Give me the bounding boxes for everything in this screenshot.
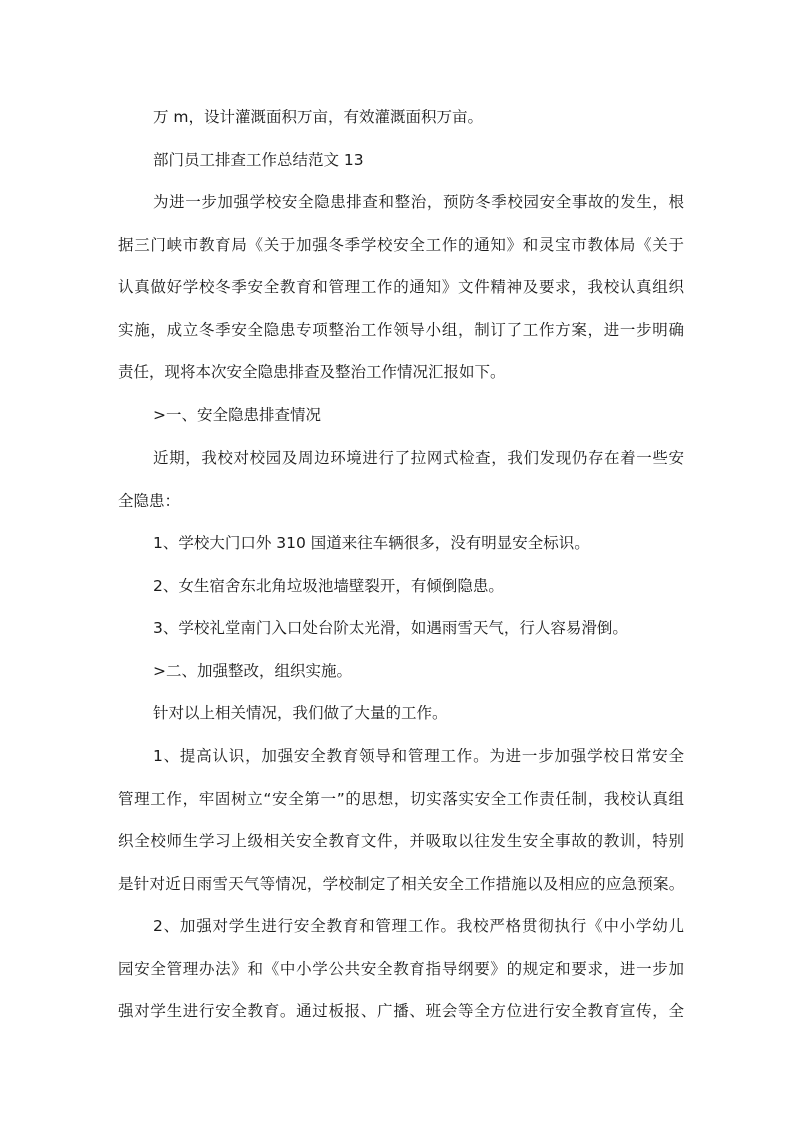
section2-intro — [118, 692, 684, 735]
title-text: 部门员工排查工作总结范文 13 — [153, 151, 364, 169]
measure-paragraph — [118, 905, 684, 1033]
text-line: 实施，成立冬季安全隐患专项整治工作领导小组，制订了工作方案，进一步明确 — [118, 320, 684, 339]
text-line: 责任，现将本次安全隐患排查及整治工作情况汇报如下。 — [118, 363, 506, 382]
intro-paragraph — [118, 181, 684, 394]
text-line: 为进一步加强学校安全隐患排查和整治，预防冬季校园安全事故的发生，根 — [153, 193, 684, 211]
measure-paragraph — [118, 735, 684, 905]
text-line: 3、学校礼堂南门入口处台阶太光滑，如遇雨雪天气，行人容易滑倒。 — [153, 619, 628, 637]
heading-text: >一、安全隐患排查情况 — [153, 406, 321, 424]
text-line: 是针对近日雨雪天气等情况，学校制定了相关安全工作措施以及相应的应急预案。 — [118, 874, 684, 893]
section1-intro — [118, 437, 684, 522]
text-line: 2、女生宿舍东北角垃圾池墙壁裂开，有倾倒隐患。 — [153, 577, 504, 595]
text-line: 据三门峡市教育局《关于加强冬季学校安全工作的通知》和灵宝市教体局《关于 — [118, 235, 684, 254]
text-line: 园安全管理办法》和《中小学公共安全教育指导纲要》的规定和要求，进一步加 — [118, 959, 684, 978]
section1-heading — [118, 394, 684, 437]
text-line: 万 m，设计灌溉面积万亩，有效灌溉面积万亩。 — [153, 108, 484, 126]
heading-text: >二、加强整改，组织实施。 — [153, 662, 352, 680]
hazard-item — [118, 565, 684, 608]
section-title — [118, 139, 684, 182]
paragraph-continuation — [118, 96, 684, 139]
text-line: 强对学生进行安全教育。通过板报、广播、班会等全方位进行安全教育宣传，全 — [118, 1002, 684, 1021]
hazard-item — [118, 522, 684, 565]
text-line: 认真做好学校冬季安全教育和管理工作的通知》文件精神及要求，我校认真组织 — [118, 278, 684, 297]
text-line: 全隐患： — [118, 491, 181, 510]
text-line: 1、学校大门口外 310 国道来往车辆很多，没有明显安全标识。 — [153, 534, 590, 552]
hazard-item — [118, 607, 684, 650]
text-line: 针对以上相关情况，我们做了大量的工作。 — [153, 704, 448, 722]
text-line: 管理工作，牢固树立“安全第一”的思想，切实落实安全工作责任制，我校认真组 — [118, 789, 684, 808]
text-line: 2、加强对学生进行安全教育和管理工作。我校严格贯彻执行《中小学幼儿 — [153, 917, 684, 935]
text-line: 1、提高认识，加强安全教育领导和管理工作。为进一步加强学校日常安全 — [153, 747, 684, 765]
text-line: 织全校师生学习上级相关安全教育文件，并吸取以往发生安全事故的教训，特别 — [118, 832, 684, 851]
text-line: 近期，我校对校园及周边环境进行了拉网式检查，我们发现仍存在着一些安 — [153, 449, 684, 467]
section2-heading — [118, 650, 684, 693]
